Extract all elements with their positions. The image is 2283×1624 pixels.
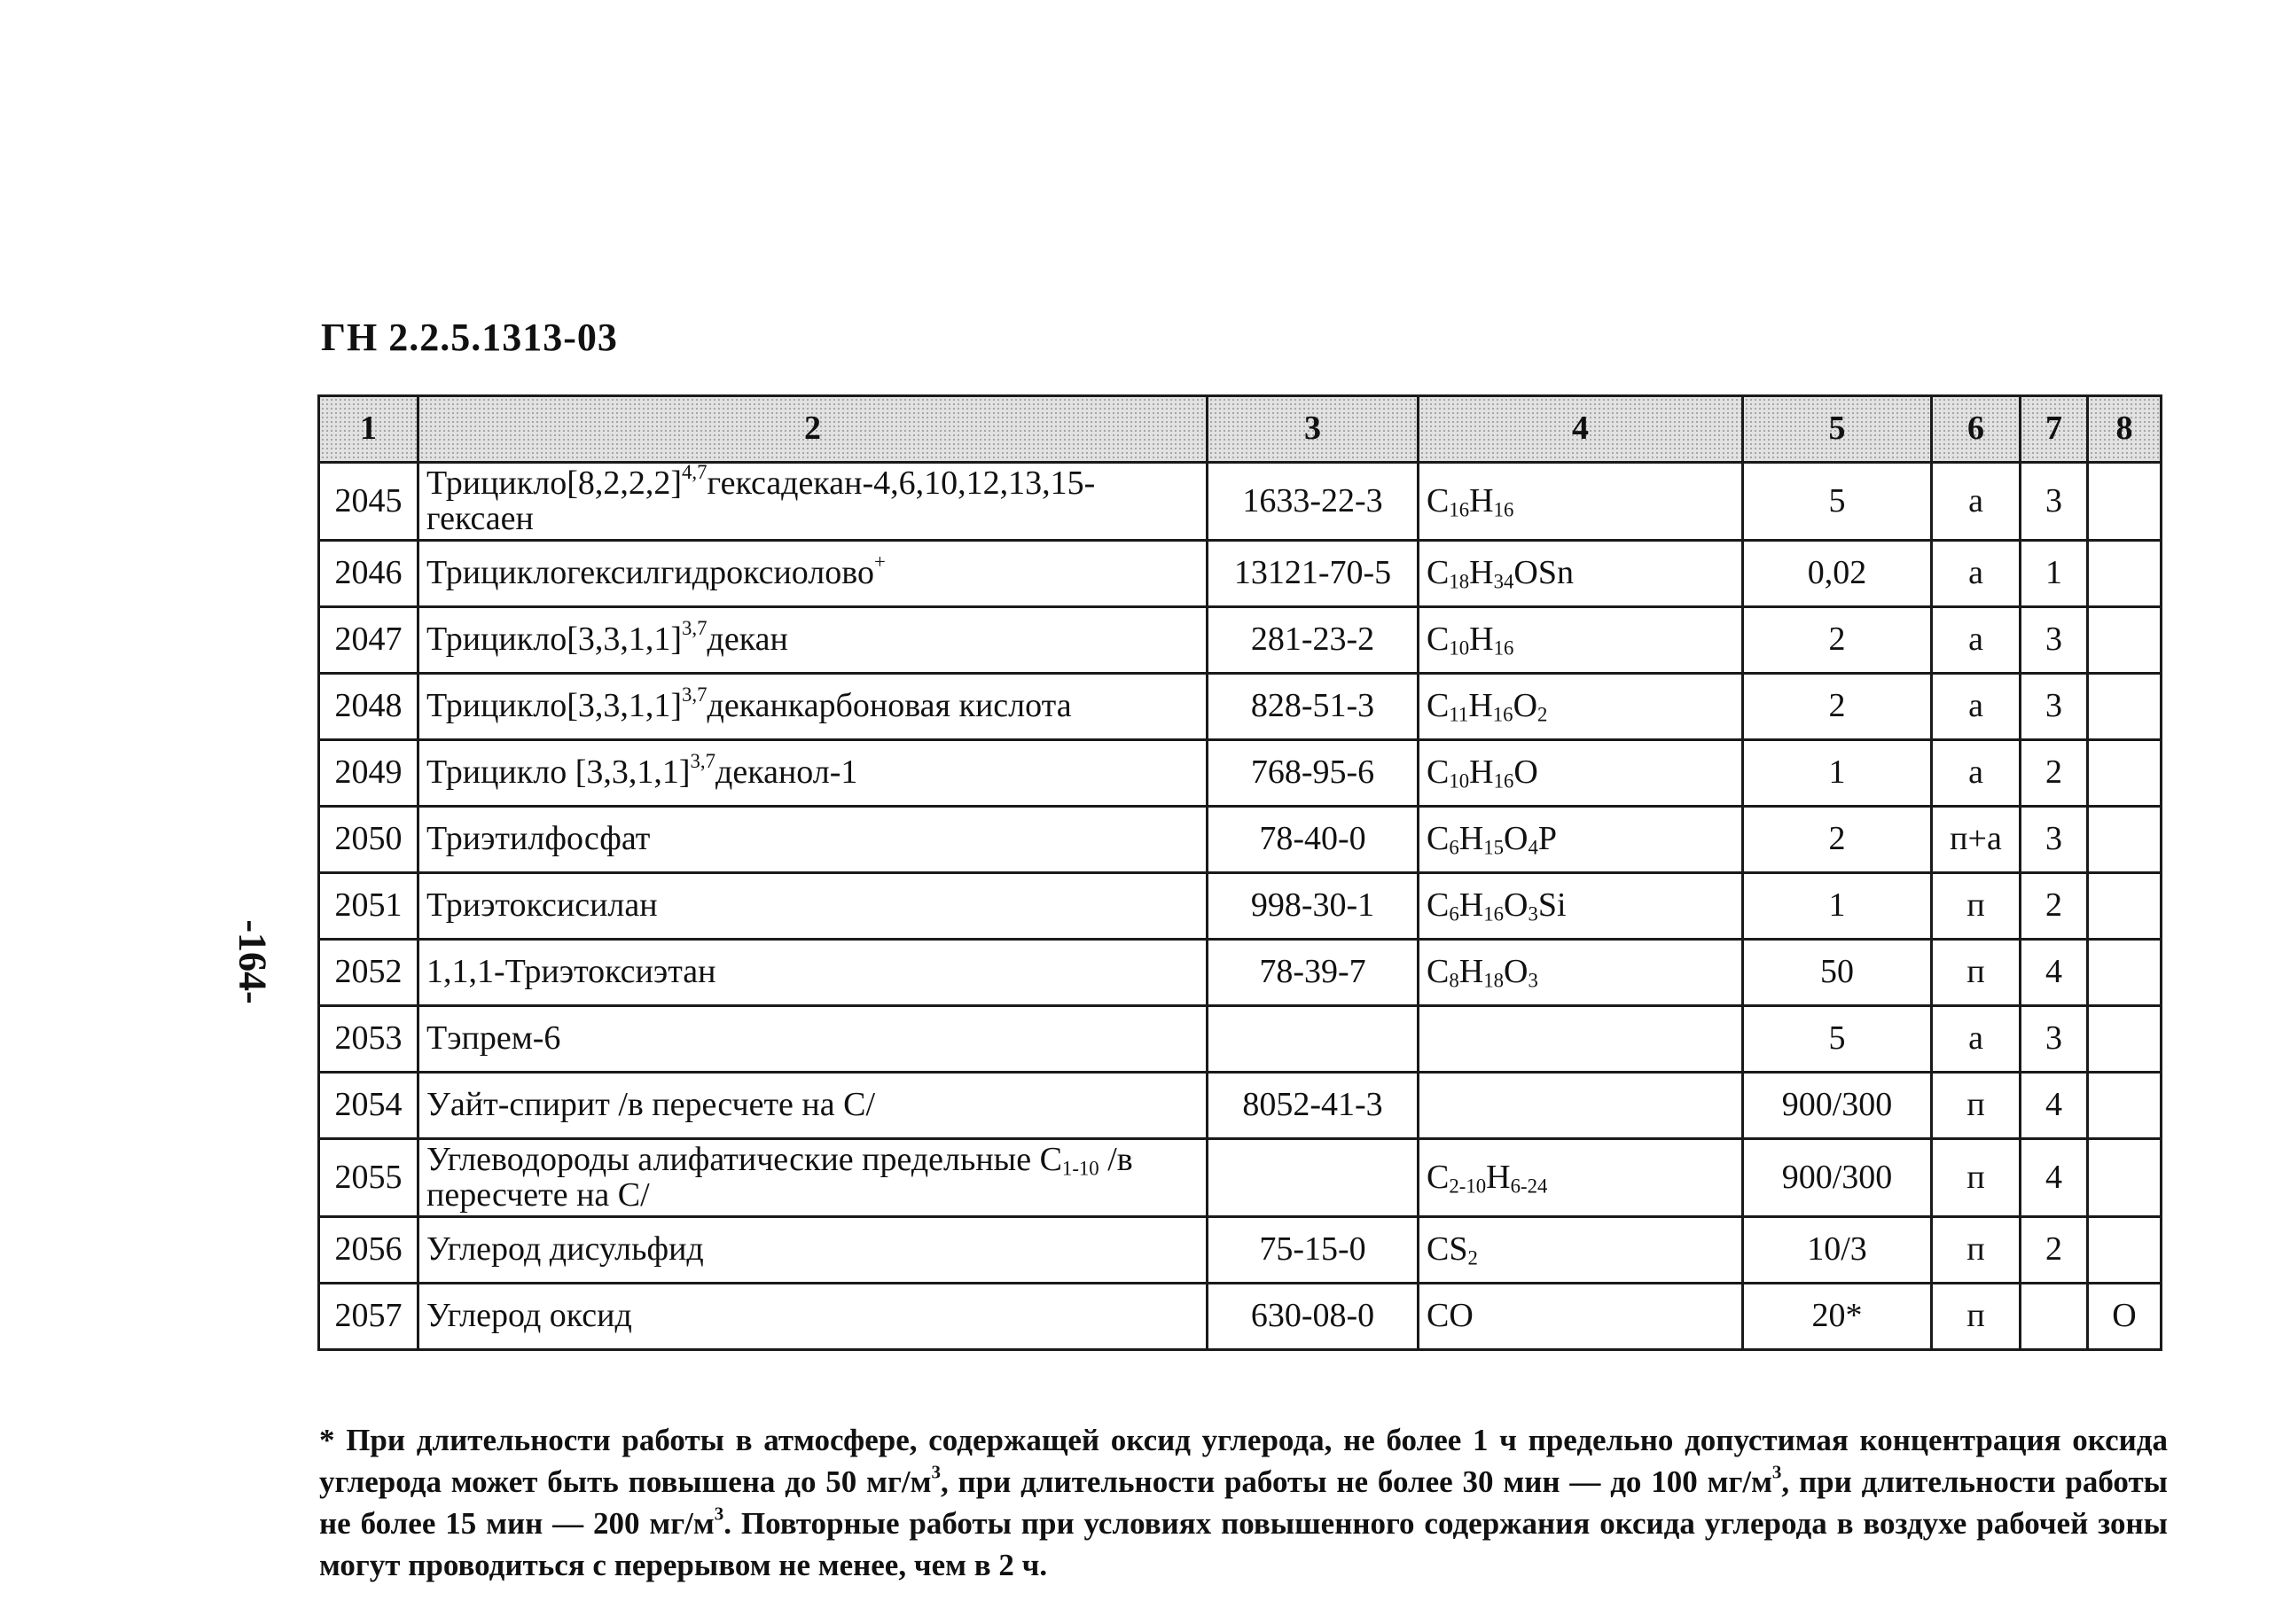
aggregate-state-cell: п+а — [1932, 807, 2021, 873]
note-cell — [2088, 807, 2162, 873]
table-row — [319, 940, 2162, 1006]
table-row — [319, 1284, 2162, 1350]
header-row — [319, 396, 2162, 463]
note-cell — [2088, 873, 2162, 940]
hazard-class-cell: 2 — [2021, 873, 2088, 940]
table-row — [319, 740, 2162, 807]
header-col-3: 3 — [1208, 396, 1419, 463]
substance-name-cell: Углерод оксид — [418, 1284, 1208, 1350]
substance-name-cell: Углерод дисульфид — [418, 1217, 1208, 1284]
substance-name-cell: 1,1,1-Триэтоксиэтан — [418, 940, 1208, 1006]
cas-number-cell: 8052-41-3 — [1208, 1073, 1419, 1139]
table-row — [319, 463, 2162, 541]
header-col-8: 8 — [2088, 396, 2162, 463]
substance-name-cell: Тэпрем-6 — [418, 1006, 1208, 1073]
limit-value-cell: 0,02 — [1743, 541, 1932, 607]
limit-value-cell: 900/300 — [1743, 1073, 1932, 1139]
limit-value-cell: 50 — [1743, 940, 1932, 1006]
row-number-cell: 2054 — [319, 1073, 418, 1139]
hazard-class-cell: 3 — [2021, 807, 2088, 873]
aggregate-state-cell: а — [1932, 740, 2021, 807]
aggregate-state-cell: п — [1932, 1217, 2021, 1284]
formula-cell: $C_6H_{15}O_4P$ — [1419, 807, 1743, 873]
cas-number-cell: 78-39-7 — [1208, 940, 1419, 1006]
hazard-class-cell: 4 — [2021, 1139, 2088, 1217]
hazard-class-cell — [2021, 1284, 2088, 1350]
limit-value-cell: 5 — [1743, 1006, 1932, 1073]
header-col-6: 6 — [1932, 396, 2021, 463]
table-row — [319, 1139, 2162, 1217]
note-cell — [2088, 1217, 2162, 1284]
row-number-cell: 2049 — [319, 740, 418, 807]
row-number-cell: 2052 — [319, 940, 418, 1006]
hazard-class-cell: 3 — [2021, 1006, 2088, 1073]
hazard-class-cell: 4 — [2021, 1073, 2088, 1139]
table-row — [319, 873, 2162, 940]
header-col-2: 2 — [418, 396, 1208, 463]
substance-name-cell: Триэтилфосфат — [418, 807, 1208, 873]
substance-name-cell: $Трицикло[3,3,1,1]^{3,7}декан$ — [418, 607, 1208, 674]
substance-name-cell: Триэтоксисилан — [418, 873, 1208, 940]
hazard-class-cell: 3 — [2021, 674, 2088, 740]
aggregate-state-cell: а — [1932, 607, 2021, 674]
note-cell — [2088, 1006, 2162, 1073]
note-cell — [2088, 541, 2162, 607]
limit-value-cell: 10/3 — [1743, 1217, 1932, 1284]
header-col-1: 1 — [319, 396, 418, 463]
substance-name-cell: $Трицикло[3,3,1,1]^{3,7}деканкарбоновая$ кислота — [418, 674, 1208, 740]
aggregate-state-cell: п — [1932, 1073, 2021, 1139]
table-row — [319, 607, 2162, 674]
formula-cell: $C_{11}H_{16}O_2$ — [1419, 674, 1743, 740]
cas-number-cell: 1633-22-3 — [1208, 463, 1419, 541]
substance-name-cell: Трициклогексилгидроксиолово+ — [418, 541, 1208, 607]
table-row — [319, 1006, 2162, 1073]
aggregate-state-cell: п — [1932, 1139, 2021, 1217]
formula-cell: $C_{18}H_{34}OSn$ — [1419, 541, 1743, 607]
limit-value-cell: 2 — [1743, 807, 1932, 873]
substance-name-cell: Уайт-спирит /в пересчете на С/ — [418, 1073, 1208, 1139]
formula-cell: CO — [1419, 1284, 1743, 1350]
hazard-class-cell: 4 — [2021, 940, 2088, 1006]
cas-number-cell: 630-08-0 — [1208, 1284, 1419, 1350]
limit-value-cell: 1 — [1743, 873, 1932, 940]
substance-name-cell: $Трицикло[8,2,2,2]^{4,7}гексадекан-4,6,10,12,13,15$-гексаен — [418, 463, 1208, 541]
row-number-cell: 2050 — [319, 807, 418, 873]
formula-cell: $C_8H_{18}O_3$ — [1419, 940, 1743, 1006]
substance-name-cell: Трицикло $[3,3,1,1]^{3,7}деканол-1$ — [418, 740, 1208, 807]
note-cell — [2088, 740, 2162, 807]
table-row — [319, 1073, 2162, 1139]
note-cell — [2088, 940, 2162, 1006]
header-col-7: 7 — [2021, 396, 2088, 463]
formula-cell: $C_{10}H_{16}$ — [1419, 607, 1743, 674]
cas-number-cell — [1208, 1139, 1419, 1217]
table-row — [319, 1217, 2162, 1284]
table-row — [319, 807, 2162, 873]
aggregate-state-cell: а — [1932, 541, 2021, 607]
formula-cell: $CS_2$ — [1419, 1217, 1743, 1284]
cas-number-cell: 75-15-0 — [1208, 1217, 1419, 1284]
cas-number-cell: 78-40-0 — [1208, 807, 1419, 873]
limit-value-cell: 2 — [1743, 607, 1932, 674]
formula-cell: $C_{2-10}H_{6-24}$ — [1419, 1139, 1743, 1217]
note-cell: О — [2088, 1284, 2162, 1350]
table-row — [319, 674, 2162, 740]
aggregate-state-cell: а — [1932, 463, 2021, 541]
footnote — [319, 1420, 2168, 1587]
document-code: ГН 2.2.5.1313-03 — [321, 316, 618, 359]
page-number: -164- — [231, 919, 275, 1004]
table-body — [319, 460, 2162, 1350]
limit-value-cell: 1 — [1743, 740, 1932, 807]
header-col-4: 4 — [1419, 396, 1743, 463]
note-cell — [2088, 674, 2162, 740]
limit-value-cell: 20* — [1743, 1284, 1932, 1350]
row-number-cell: 2048 — [319, 674, 418, 740]
note-cell — [2088, 463, 2162, 541]
formula-cell — [1419, 1006, 1743, 1073]
note-cell — [2088, 1139, 2162, 1217]
note-cell — [2088, 1073, 2162, 1139]
row-number-cell: 2055 — [319, 1139, 418, 1217]
row-number-cell: 2051 — [319, 873, 418, 940]
hazard-class-cell: 3 — [2021, 463, 2088, 541]
formula-cell — [1419, 1073, 1743, 1139]
aggregate-state-cell: п — [1932, 940, 2021, 1006]
header-col-5: 5 — [1743, 396, 1932, 463]
aggregate-state-cell: а — [1932, 1006, 2021, 1073]
limit-value-cell: 2 — [1743, 674, 1932, 740]
formula-cell: $C_{16}H_{16}$ — [1419, 463, 1743, 541]
substances-table — [317, 394, 2162, 1351]
row-number-cell: 2057 — [319, 1284, 418, 1350]
cas-number-cell: 281-23-2 — [1208, 607, 1419, 674]
limit-value-cell: 900/300 — [1743, 1139, 1932, 1217]
footnote-text: * При длительности работы в атмосфере, содержащей оксид углерода, не более 1 ч предельно допустимая концентрация оксида углерода может быть повышена до 50 $мг/м^3$, при длительности работы не более 30 мин — до 100 $мг/м^3$, при длительности работы не более 15 мин — 200 $мг/м^3$. Повторные работы при условиях повышенного содержания оксида углерода в воздухе рабочей зоны могут проводиться с перерывом не менее, чем в 2 ч. — [319, 1423, 2168, 1582]
row-number-cell: 2045 — [319, 463, 418, 541]
hazard-class-cell: 2 — [2021, 1217, 2088, 1284]
row-number-cell: 2047 — [319, 607, 418, 674]
substance-name-cell: Углеводороды алифатические предельные $C_{1-10}$ /в пересчете на С/ — [418, 1139, 1208, 1217]
cas-number-cell: 828-51-3 — [1208, 674, 1419, 740]
aggregate-state-cell: п — [1932, 1284, 2021, 1350]
aggregate-state-cell: п — [1932, 873, 2021, 940]
hazard-class-cell: 3 — [2021, 607, 2088, 674]
limit-value-cell: 5 — [1743, 463, 1932, 541]
cas-number-cell: 998-30-1 — [1208, 873, 1419, 940]
formula-cell: $C_{10}H_{16}O$ — [1419, 740, 1743, 807]
cas-number-cell: 768-95-6 — [1208, 740, 1419, 807]
note-cell — [2088, 607, 2162, 674]
row-number-cell: 2046 — [319, 541, 418, 607]
table-row — [319, 541, 2162, 607]
hazard-class-cell: 2 — [2021, 740, 2088, 807]
row-number-cell: 2053 — [319, 1006, 418, 1073]
aggregate-state-cell: а — [1932, 674, 2021, 740]
hazard-class-cell: 1 — [2021, 541, 2088, 607]
formula-cell: $C_6H_{16}O_3Si$ — [1419, 873, 1743, 940]
cas-number-cell: 13121-70-5 — [1208, 541, 1419, 607]
row-number-cell: 2056 — [319, 1217, 418, 1284]
cas-number-cell — [1208, 1006, 1419, 1073]
